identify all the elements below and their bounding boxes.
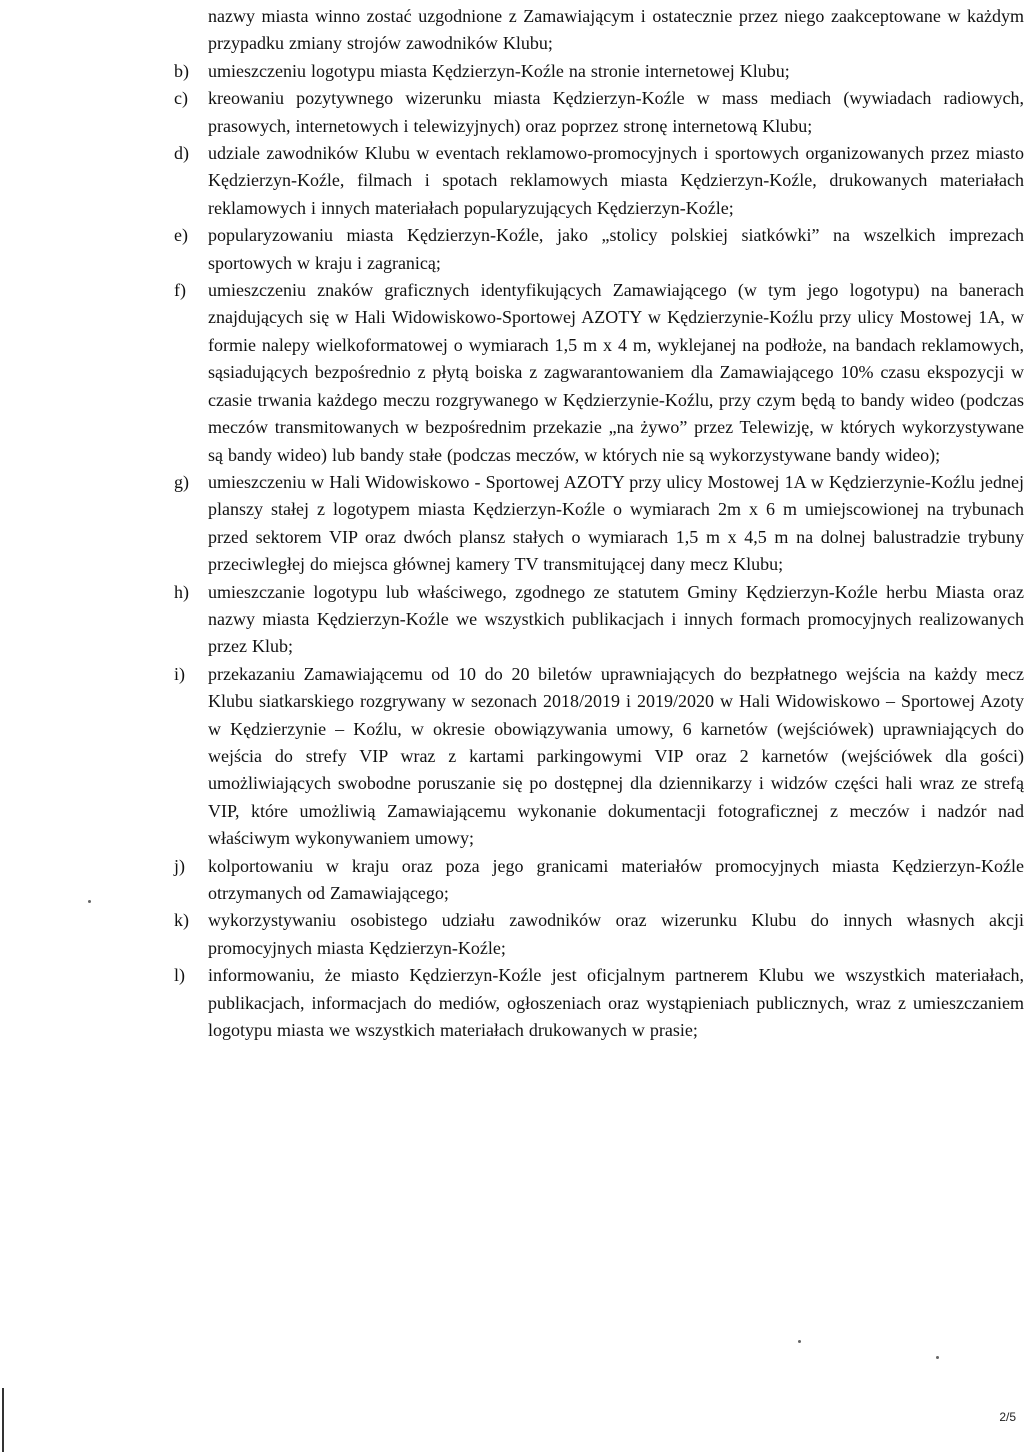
list-item-text: umieszczeniu znaków graficznych identyfikujących Zamawiającego (w tym jego logotypu) na banerach znajdujących się w Hali Widowiskowo-Sportowej AZOTY w Kędzierzynie-Koźlu przy ulicy Mostowej 1A, w formie nalepy wielkoformatowej o wymiarach 1,5 m x 4 m, wyklejanej na podłoże, na bandach reklamowych, sąsiadujących bezpośrednio z płytą boiska z zagwarantowaniem dla Zamawiającego 10% czasu ekspozycji w czasie trwania każdego meczu rozgrywanego w Kędzierzynie-Koźlu, przy czym będą to bandy wideo (podczas meczów transmitowanych w bezpośrednim przekazie „na żywo” przez Telewizję, w których wykorzystywane są bandy wideo) lub bandy stałe (podczas meczów, w których nie są wykorzystywane bandy wideo);: [208, 280, 1024, 465]
scan-speck: [936, 1356, 939, 1359]
list-item: [174, 661, 1024, 853]
list-item-text: wykorzystywaniu osobistego udziału zawodników oraz wizerunku Klubu do innych własnych akcji promocyjnych miasta Kędzierzyn-Koźle;: [208, 910, 1024, 958]
list-item: [174, 3, 1024, 58]
list-item-text: kolportowaniu w kraju oraz poza jego granicami materiałów promocyjnych miasta Kędzierzyn-Koźle otrzymanych od Zamawiającego;: [208, 855, 1024, 903]
list-item-letter: k): [174, 910, 189, 931]
list-item-letter: g): [174, 471, 189, 492]
list-item-text: umieszczeniu w Hali Widowiskowo - Sportowej AZOTY przy ulicy Mostowej 1A w Kędzierzynie-Koźlu jednej planszy stałej z logotypem miasta Kędzierzyn-Koźle o wymiarach 2m x 6 m umiejscowionej na trybunach przed sektorem VIP oraz dwóch plansz stałych o wymiarach 1,5 m x 4,5 m na dolnej balustradzie trybuny przeciwległej do miejsca głównej kamery TV transmitującej dany mecz Klubu;: [208, 471, 1024, 575]
list-item: [174, 907, 1024, 962]
list-item-letter: f): [174, 280, 186, 301]
list-item: [174, 222, 1024, 277]
list-item-letter: b): [174, 60, 189, 81]
list-item-text: umieszczanie logotypu lub właściwego, zgodnego ze statutem Gminy Kędzierzyn-Koźle herbu Miasta oraz nazwy miasta Kędzierzyn-Koźle we wszystkich publikacjach i innych formach promocyjnych realizowanych przez Klub;: [208, 581, 1024, 657]
list-item-letter: l): [174, 965, 185, 986]
obligations-list: [174, 3, 1024, 1044]
list-item-text: udziale zawodników Klubu w eventach reklamowo-promocyjnych i sportowych organizowanych przez miasto Kędzierzyn-Koźle, filmach i spotach reklamowych miasta Kędzierzyn-Koźle, drukowanych materiałach reklamowych i innych materiałach popularyzujących Kędzierzyn-Koźle;: [208, 143, 1024, 218]
page-number: 2/5: [999, 1410, 1016, 1424]
list-item-text: kreowaniu pozytywnego wizerunku miasta Kędzierzyn-Koźle w mass mediach (wywiadach radiowych, prasowych, internetowych i telewizyjnych) oraz poprzez stronę internetową Klubu;: [208, 88, 1024, 136]
scan-speck: [88, 900, 91, 903]
list-item-letter: j): [174, 855, 185, 876]
list-item: [174, 469, 1024, 579]
list-item-text: informowaniu, że miasto Kędzierzyn-Koźle jest oficjalnym partnerem Klubu we wszystkich materiałach, publikacjach, informacjach do mediów, ogłoszeniach oraz wystąpieniach publicznych, wraz z umieszczaniem logotypu miasta we wszystkich materiałach drukowanych w prasie;: [208, 965, 1024, 1041]
list-item-text: przekazaniu Zamawiającemu od 10 do 20 biletów uprawniających do bezpłatnego wejścia na każdy mecz Klubu siatkarskiego rozgrywany w sezonach 2018/2019 i 2019/2020 w Hali Widowiskowo – Sportowej Azoty w Kędzierzynie – Koźlu, w okresie obowiązywania umowy, 6 karnetów (wejściówek) uprawniających do wejścia do strefy VIP wraz z kartami parkingowymi VIP oraz 2 karnetów (wejściówek dla gości) umożliwiających swobodne poruszanie się po dostępnej dla dziennikarzy i widzów części hali wraz ze strefą VIP, które umożliwią Zamawiającemu wykonanie dokumentacji fotograficznej z meczów i nadzór nad właściwym wykonywaniem umowy;: [208, 663, 1024, 849]
scan-speck: [798, 1340, 801, 1343]
list-item: [174, 962, 1024, 1044]
list-item-letter: e): [174, 225, 188, 246]
list-item: [174, 277, 1024, 469]
list-item: [174, 579, 1024, 661]
list-item-letter: i): [174, 663, 185, 684]
scan-margin-line: [2, 1388, 4, 1452]
list-item: [174, 853, 1024, 908]
list-item-text: popularyzowaniu miasta Kędzierzyn-Koźle, jako „stolicy polskiej siatkówki” na wszelkich imprezach sportowych w kraju i zagranicą;: [208, 225, 1024, 273]
list-item: [174, 85, 1024, 140]
list-item: [174, 58, 1024, 85]
list-item: [174, 140, 1024, 222]
list-item-text: nazwy miasta winno zostać uzgodnione z Zamawiającym i ostatecznie przez niego zaakceptowane w każdym przypadku zmiany strojów zawodników Klubu;: [208, 6, 1024, 54]
list-item-letter: c): [174, 88, 188, 109]
list-item-text: umieszczeniu logotypu miasta Kędzierzyn-Koźle na stronie internetowej Klubu;: [208, 60, 790, 81]
list-item-letter: d): [174, 143, 189, 164]
list-item-letter: h): [174, 581, 189, 602]
